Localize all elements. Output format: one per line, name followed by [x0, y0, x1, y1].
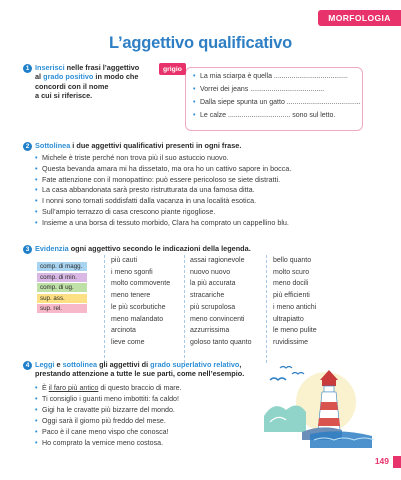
- list-item[interactable]: • Paco è il cane meno vispo che conosca!: [35, 427, 182, 438]
- legend-item: comp. di min.: [37, 273, 87, 282]
- legend-item: comp. di ug.: [37, 283, 87, 292]
- list-item[interactable]: • La casa abbandonata sarà presto ristrutturata da una famosa ditta.: [35, 185, 291, 196]
- exercise-2-list: [35, 153, 291, 229]
- list-item[interactable]: • Ho comprato la vernice meno costosa.: [35, 438, 182, 449]
- exercise-4-list: [35, 383, 182, 449]
- exercise-3-number: 3: [23, 245, 32, 254]
- legend-item: comp. di magg.: [37, 262, 87, 271]
- legend: [37, 262, 87, 315]
- word-item[interactable]: più scrupolosa: [190, 303, 236, 311]
- instr-verb: Sottolinea: [35, 141, 71, 150]
- word-item[interactable]: meno convincenti: [190, 315, 245, 323]
- example-item: [35, 383, 182, 394]
- lighthouse-top: [322, 380, 336, 386]
- instr-text: a cui si riferisce.: [35, 91, 93, 101]
- instr-verb: sottolinea: [62, 360, 98, 369]
- instr-text: al: [35, 72, 44, 82]
- word-item[interactable]: nuovo nuovo: [190, 268, 231, 276]
- list-item[interactable]: • Oggi sarà il giorno più freddo del mese.: [35, 416, 182, 427]
- example-underlined: il faro più antico: [48, 384, 99, 392]
- word-item[interactable]: meno tenere: [111, 292, 151, 300]
- word-item[interactable]: meno malandato: [111, 315, 164, 323]
- word-item[interactable]: i meno sgonfi: [111, 268, 153, 276]
- instr-text: ,: [239, 360, 242, 369]
- seagull-icon: [270, 378, 286, 380]
- word-item[interactable]: ruvidissime: [273, 338, 309, 346]
- example-text: di questo braccio di mare.: [98, 384, 182, 392]
- exercise-2-instruction: [35, 141, 241, 150]
- page-number: 149: [374, 456, 389, 466]
- word-item[interactable]: più cauti: [111, 257, 138, 264]
- legend-item: sup. ass.: [37, 294, 87, 303]
- exercise-1-number: 1: [23, 64, 32, 73]
- exercise-4-number: 4: [23, 361, 32, 370]
- word-item[interactable]: bello quanto: [273, 257, 312, 264]
- list-item[interactable]: • Fate attenzione con il monopattino: può essere pericoloso se siete distratti.: [35, 175, 291, 186]
- word-item[interactable]: meno docili: [273, 280, 309, 288]
- page-edge-marker: [393, 456, 401, 468]
- list-item[interactable]: • Insieme a una borsa di tessuto morbido, Clara ha comprato un cappellino blu.: [35, 218, 291, 229]
- instr-text: ogni aggettivo secondo le indicazioni della legenda.: [68, 244, 251, 253]
- instr-text: gli aggettivi di: [97, 360, 151, 369]
- word-item[interactable]: molto scuro: [273, 268, 310, 276]
- word-item[interactable]: molto commovente: [111, 280, 171, 288]
- column-divider: [184, 255, 185, 363]
- word-column-2: [190, 255, 252, 349]
- instr-text: concordi con il nome: [35, 81, 109, 91]
- list-item[interactable]: • Le calze ................................ sono sul letto.: [193, 109, 361, 122]
- instr-text: in modo che: [93, 72, 139, 82]
- list-item[interactable]: • Sull’ampio terrazzo di casa crescono piante rigogliose.: [35, 207, 291, 218]
- exercise-2-number: 2: [23, 142, 32, 151]
- instr-verb: Evidenzia: [35, 244, 69, 253]
- list-item[interactable]: • Gigi ha le cravatte più bizzarre del mondo.: [35, 405, 182, 416]
- instr-text: nelle frasi l’aggettivo: [64, 63, 140, 72]
- list-item[interactable]: • Michele è triste perché non trova più il suo astuccio nuovo.: [35, 153, 291, 164]
- word-item[interactable]: assai ragionevole: [190, 257, 245, 264]
- example-text: È: [42, 384, 49, 392]
- word-column-1: [111, 255, 170, 349]
- instr-verb: Inserisci: [35, 63, 65, 72]
- instr-text: i due aggettivi qualificativi presenti in ogni frase.: [70, 141, 242, 150]
- column-divider: [104, 255, 105, 363]
- list-item[interactable]: • Dalla siepe spunta un gatto ......................................: [193, 96, 361, 109]
- word-item[interactable]: le meno pulite: [273, 327, 317, 335]
- word-item[interactable]: lieve come: [111, 338, 145, 346]
- word-item[interactable]: stracariche: [190, 292, 225, 300]
- sea: [310, 431, 372, 448]
- word-badge: grigio: [159, 63, 186, 75]
- word-item[interactable]: i meno antichi: [273, 303, 317, 311]
- instr-text: prestando attenzione a tutte le sue parti, come nell’esempio.: [35, 369, 245, 379]
- word-item[interactable]: goloso tanto quanto: [190, 338, 252, 346]
- legend-item: sup. rel.: [37, 304, 87, 313]
- list-item[interactable]: • Questa bevanda amara mi ha dissetato, ma ora ho un cattivo sapore in bocca.: [35, 164, 291, 175]
- list-item[interactable]: • Vorrei dei jeans ......................................: [193, 83, 361, 96]
- list-item[interactable]: • Ti consiglio i guanti meno imbottiti: fa caldo!: [35, 394, 182, 405]
- word-item[interactable]: le più scorbutiche: [111, 303, 166, 311]
- word-item[interactable]: più efficienti: [273, 292, 310, 300]
- word-item[interactable]: ultrapiatto: [273, 315, 304, 323]
- list-item[interactable]: • La mia sciarpa è quella ......................................: [193, 70, 361, 83]
- seagull-icon: [280, 367, 292, 369]
- column-divider: [266, 255, 267, 363]
- instr-text: e: [54, 360, 63, 369]
- page-title: L’aggettivo qualificativo: [109, 34, 292, 52]
- exercise-4-instruction: [35, 360, 244, 379]
- word-item[interactable]: arcinota: [111, 327, 136, 335]
- word-column-3: [273, 255, 317, 349]
- section-tag: MORFOLOGIA: [318, 10, 401, 26]
- exercise-1-instruction: [35, 63, 139, 101]
- instr-verb: Leggi: [35, 360, 55, 369]
- exercise-3-instruction: [35, 244, 251, 253]
- word-item[interactable]: azzurrissima: [190, 327, 230, 335]
- instr-highlight: grado superlativo relativo: [150, 360, 240, 369]
- seagull-icon: [292, 373, 304, 375]
- word-item[interactable]: la più accurata: [190, 280, 236, 288]
- exercise-1-list: [193, 70, 361, 122]
- lighthouse-illustration: [262, 358, 380, 448]
- instr-highlight: grado positivo: [43, 72, 94, 82]
- list-item[interactable]: • I nonni sono tornati soddisfatti dalla vacanza in una località esotica.: [35, 196, 291, 207]
